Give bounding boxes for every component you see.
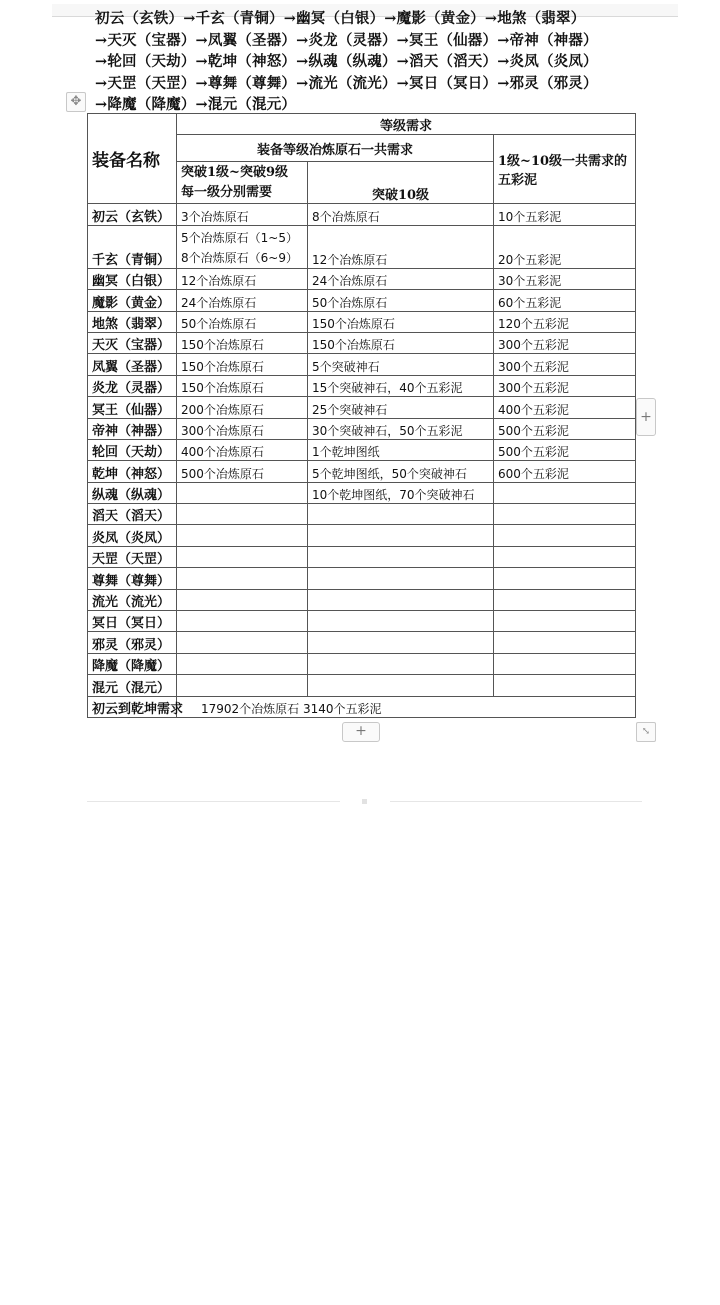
intro-line: →天罡（天罡）→尊舞（尊舞）→流光（流光）→冥日（冥日）→邪灵（邪灵） [95,74,598,92]
clay-total-cell[interactable] [494,546,636,567]
clay-total-cell[interactable] [494,632,636,653]
break-10-cell[interactable]: 8个冶炼原石 [308,204,494,225]
page-separator [87,801,340,802]
clay-total-cell[interactable]: 300个五彩泥 [494,354,636,375]
break-1-9-cell[interactable] [177,653,308,674]
clay-total-cell[interactable]: 500个五彩泥 [494,418,636,439]
break-10-cell[interactable] [308,611,494,632]
table-row [88,375,636,396]
break-1-9-cell[interactable]: 500个冶炼原石 [177,461,308,482]
table-row [88,439,636,460]
break-1-9-cell[interactable] [177,632,308,653]
table-row [88,418,636,439]
table-row [88,461,636,482]
break-1-9-cell[interactable]: 12个冶炼原石 [177,268,308,289]
equip-name-cell[interactable]: 地煞（翡翠） [88,311,177,332]
add-column-button[interactable]: + [636,398,656,436]
equip-name-cell[interactable]: 魔影（黄金） [88,290,177,311]
break-10-cell[interactable]: 5个乾坤图纸，50个突破神石 [308,461,494,482]
break-1-9-cell[interactable] [177,611,308,632]
clay-total-cell[interactable]: 500个五彩泥 [494,439,636,460]
break-1-9-cell[interactable]: 200个冶炼原石 [177,397,308,418]
table-header-row [88,114,636,135]
table-row [88,632,636,653]
equip-name-cell[interactable]: 滔天（滔天） [88,504,177,525]
equip-name-cell[interactable]: 帝神（神器） [88,418,177,439]
table-row [88,653,636,674]
break-1-9-cell[interactable]: 150个冶炼原石 [177,332,308,353]
clay-total-cell[interactable]: 300个五彩泥 [494,332,636,353]
break-10-cell[interactable] [308,568,494,589]
break-10-cell[interactable]: 50个冶炼原石 [308,290,494,311]
equip-name-cell[interactable]: 初云（玄铁） [88,204,177,225]
break-10-cell[interactable]: 30个突破神石，50个五彩泥 [308,418,494,439]
total-row [88,696,636,717]
break-10-cell[interactable] [308,632,494,653]
upgrade-path-paragraph [95,8,655,116]
equip-name-cell[interactable]: 尊舞（尊舞） [88,568,177,589]
break-10-cell[interactable]: 25个突破神石 [308,397,494,418]
equip-name-cell[interactable]: 天灭（宝器） [88,332,177,353]
break-1-9-cell[interactable] [177,546,308,567]
table-row [88,397,636,418]
break-1-9-cell[interactable]: 300个冶炼原石 [177,418,308,439]
equip-name-cell[interactable]: 凤翼（圣器） [88,354,177,375]
table-row [88,290,636,311]
break-10-cell[interactable]: 15个突破神石，40个五彩泥 [308,375,494,396]
equip-name-cell[interactable]: 混元（混元） [88,675,177,696]
clay-total-cell[interactable]: 20个五彩泥 [494,225,636,268]
equip-name-cell[interactable]: 轮回（天劫） [88,439,177,460]
break-10-cell[interactable]: 12个冶炼原石 [308,225,494,268]
break-1-9-cell[interactable] [177,589,308,610]
break-10-header: 突破10级 [308,162,494,204]
level-req-header: 等级需求 [177,114,636,135]
equip-name-cell[interactable]: 冥日（冥日） [88,611,177,632]
intro-line: →天灭（宝器）→凤翼（圣器）→炎龙（灵器）→冥王（仙器）→帝神（神器） [95,31,598,49]
break-1-9-cell[interactable]: 3个冶炼原石 [177,204,308,225]
ore-total-header: 装备等级冶炼原石一共需求 [177,135,494,162]
break-1-9-cell[interactable]: 24个冶炼原石 [177,290,308,311]
equip-name-cell[interactable]: 邪灵（邪灵） [88,632,177,653]
break-1-9-cell[interactable] [177,482,308,503]
break-10-cell[interactable] [308,525,494,546]
table-row [88,568,636,589]
break-10-cell[interactable]: 24个冶炼原石 [308,268,494,289]
clay-total-header: 1级~10级一共需求的 五彩泥 [494,135,636,204]
equipment-requirement-table [87,113,636,718]
table-row [88,354,636,375]
table-row [88,675,636,696]
table-row [88,589,636,610]
clay-total-cell[interactable]: 400个五彩泥 [494,397,636,418]
equip-name-cell[interactable]: 天罡（天罡） [88,546,177,567]
total-value: 17902个冶炼原石 3140个五彩泥 [177,696,636,717]
clay-total-cell[interactable]: 60个五彩泥 [494,290,636,311]
break-10-cell[interactable] [308,675,494,696]
break-1-9-cell[interactable] [177,675,308,696]
clay-total-cell[interactable] [494,653,636,674]
clay-total-cell[interactable] [494,525,636,546]
equip-name-cell[interactable]: 乾坤（神怒） [88,461,177,482]
intro-line: →轮回（天劫）→乾坤（神怒）→纵魂（纵魂）→滔天（滔天）→炎凤（炎凤） [95,53,598,70]
equip-name-cell[interactable]: 降魔（降魔） [88,653,177,674]
table-row [88,611,636,632]
intro-line: 初云（玄铁）→千玄（青铜）→幽冥（白银）→魔影（黄金）→地煞（翡翠） [95,10,586,27]
equip-name-cell[interactable]: 炎龙（灵器） [88,375,177,396]
break-10-cell[interactable] [308,546,494,567]
clay-total-cell[interactable] [494,504,636,525]
break-10-cell[interactable]: 150个冶炼原石 [308,332,494,353]
break-1-9-cell[interactable]: 150个冶炼原石 [177,375,308,396]
clay-total-cell[interactable] [494,482,636,503]
intro-line: →降魔（降魔）→混元（混元） [95,96,297,113]
break-1-9-cell[interactable] [177,525,308,546]
break-1-9-cell[interactable]: 150个冶炼原石 [177,354,308,375]
break-10-cell[interactable]: 5个突破神石 [308,354,494,375]
table-row [88,204,636,225]
table-row [88,268,636,289]
table-row [88,311,636,332]
table-row [88,546,636,567]
break-10-cell[interactable]: 1个乾坤图纸 [308,439,494,460]
equip-name-cell[interactable]: 炎凤（炎凤） [88,525,177,546]
break-1-9-cell[interactable]: 50个冶炼原石 [177,311,308,332]
break-10-cell[interactable] [308,504,494,525]
table-row [88,225,636,268]
clay-total-cell[interactable]: 30个五彩泥 [494,268,636,289]
equip-name-cell[interactable]: 纵魂（纵魂） [88,482,177,503]
add-row-button[interactable]: + [342,722,380,742]
break-10-cell[interactable]: 10个乾坤图纸，70个突破神石 [308,482,494,503]
clay-total-cell[interactable] [494,568,636,589]
equip-name-cell[interactable]: 冥王（仙器） [88,397,177,418]
break-1-9-cell[interactable]: 5个冶炼原石（1~5） 8个冶炼原石（6~9） [177,225,308,268]
break-10-cell[interactable] [308,653,494,674]
page-separator-marker [362,799,367,804]
table-row [88,525,636,546]
break-10-cell[interactable]: 150个冶炼原石 [308,311,494,332]
equip-name-header: 装备名称 [88,114,177,204]
break-10-cell[interactable] [308,589,494,610]
table-move-handle-icon[interactable]: ✥ [66,92,86,112]
table-resize-icon[interactable]: ⤡ [636,722,656,742]
clay-total-cell[interactable] [494,611,636,632]
clay-total-cell[interactable]: 300个五彩泥 [494,375,636,396]
table-row [88,504,636,525]
break-1-9-cell[interactable]: 400个冶炼原石 [177,439,308,460]
total-label: 初云到乾坤需求 [88,696,177,717]
equip-name-cell[interactable]: 幽冥（白银） [88,268,177,289]
break-1-9-cell[interactable] [177,568,308,589]
break-1-9-header: 突破1级~突破9级 每一级分别需要 [177,162,308,204]
clay-total-cell[interactable]: 10个五彩泥 [494,204,636,225]
equip-name-cell[interactable]: 千玄（青铜） [88,225,177,268]
equip-name-cell[interactable]: 流光（流光） [88,589,177,610]
clay-total-cell[interactable] [494,675,636,696]
table-row [88,482,636,503]
table-row [88,332,636,353]
clay-total-cell[interactable]: 600个五彩泥 [494,461,636,482]
page-separator [390,801,642,802]
break-1-9-cell[interactable] [177,504,308,525]
clay-total-cell[interactable] [494,589,636,610]
clay-total-cell[interactable]: 120个五彩泥 [494,311,636,332]
